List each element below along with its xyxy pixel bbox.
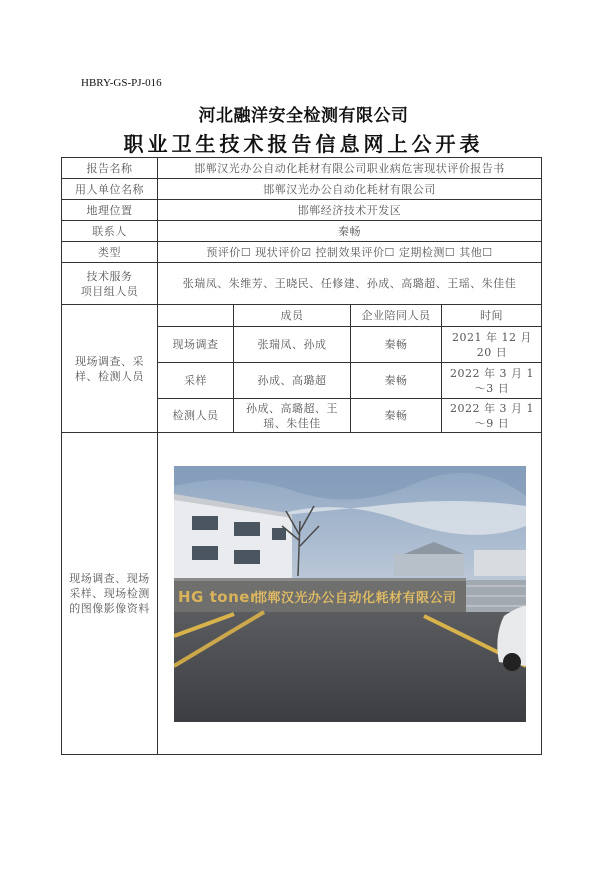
team-label-line2: 项目组人员 (80, 284, 139, 298)
survey-blank-header (158, 305, 234, 327)
survey-item-name: 采样 (158, 363, 234, 399)
document-code: HBRY-GS-PJ-016 (81, 77, 162, 89)
type-label: 类型 (62, 242, 158, 263)
survey-item-accompany: 秦畅 (351, 399, 442, 433)
row-report-name (62, 158, 542, 179)
col-member: 成员 (234, 305, 351, 327)
survey-item-time: 2022 年 3 月 1～3 日 (442, 363, 542, 399)
contact-label: 联系人 (62, 221, 158, 242)
company-name: 河北融洋安全检测有限公司 (198, 106, 409, 126)
employer-value: 邯郸汉光办公自动化耗材有限公司 (158, 179, 542, 200)
survey-item-members: 孙成、高璐超 (234, 363, 351, 399)
info-table (61, 157, 542, 755)
survey-item-name: 检测人员 (158, 399, 234, 433)
survey-item-members: 孙成、高璐超、王瑶、朱佳佳 (234, 399, 351, 433)
images-cell (158, 433, 542, 755)
images-label: 现场调查、现场采样、现场检测的图像影像资料 (62, 433, 158, 755)
row-location (62, 200, 542, 221)
col-accompany: 企业陪同人员 (351, 305, 442, 327)
survey-item-accompany: 秦畅 (351, 327, 442, 363)
row-images (62, 433, 542, 755)
survey-item-time: 2022 年 3 月 1～9 日 (442, 399, 542, 433)
location-value: 邯郸经济技术开发区 (158, 200, 542, 221)
row-contact (62, 221, 542, 242)
survey-item-time: 2021 年 12 月 20 日 (442, 327, 542, 363)
sign-text: 邯郸汉光办公自动化耗材有限公司 (253, 590, 457, 606)
row-employer (62, 179, 542, 200)
site-photo (174, 466, 526, 722)
survey-item-name: 现场调查 (158, 327, 234, 363)
site-photo-illustration (174, 466, 526, 722)
col-time: 时间 (442, 305, 542, 327)
row-team (62, 263, 542, 305)
employer-label: 用人单位名称 (62, 179, 158, 200)
page-title: 职业卫生技术报告信息网上公开表 (123, 132, 484, 156)
team-label (62, 263, 158, 305)
survey-label: 现场调查、采样、检测人员 (62, 305, 158, 433)
row-type (62, 242, 542, 263)
location-label: 地理位置 (62, 200, 158, 221)
type-value: 预评价☐ 现状评价☑ 控制效果评价☐ 定期检测☐ 其他☐ (158, 242, 542, 263)
team-label-line1: 技术服务 (86, 269, 133, 283)
survey-header-row (62, 305, 542, 327)
contact-value: 秦畅 (158, 221, 542, 242)
sign-prefix-text: HG toner (177, 587, 258, 606)
survey-item-accompany: 秦畅 (351, 363, 442, 399)
report-name-label: 报告名称 (62, 158, 158, 179)
survey-item-members: 张瑞凤、孙成 (234, 327, 351, 363)
report-name-value: 邯郸汉光办公自动化耗材有限公司职业病危害现状评价报告书 (158, 158, 542, 179)
team-value: 张瑞凤、朱维芳、王晓民、任修建、孙成、高璐超、王瑶、朱佳佳 (158, 263, 542, 305)
